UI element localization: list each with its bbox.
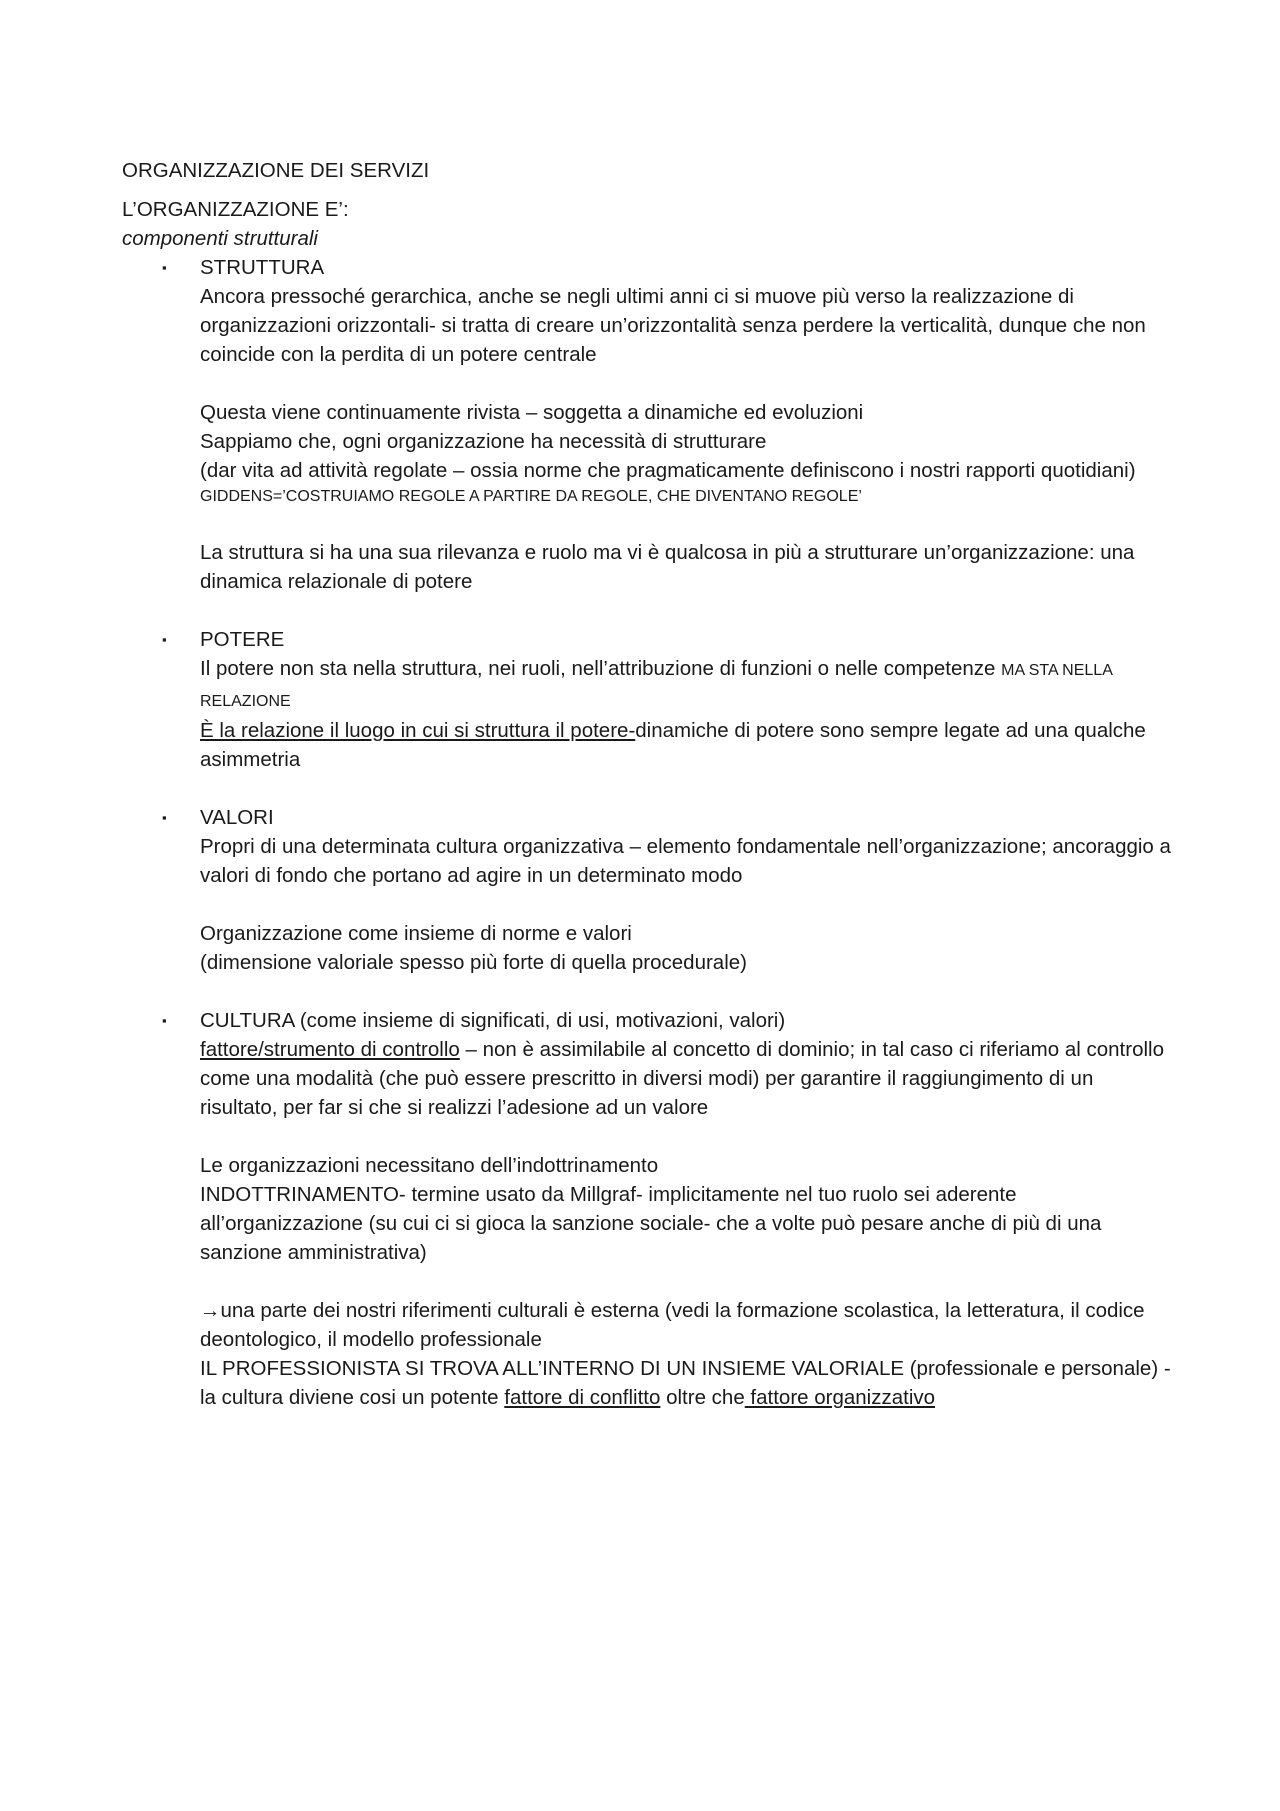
section-potere [122,625,1172,774]
potere-rest: dinamiche di potere sono sempre legate ad una qualche asimmetria [200,719,1146,771]
document-subtitle: L’ORGANIZZAZIONE E’: [122,198,349,221]
bullet-icon: ▪ [162,1013,167,1028]
section-cultura [122,1006,1172,1412]
cultura-line-2: INDOTTRINAMENTO- termine usato da Millgraf- implicitamente nel tuo ruolo sei aderente all’organizzazione (su cui ci si gioca la sanzione sociale- che a volte può pesare anche di più di una sanzione amministrativa) [200,1183,1102,1264]
cultura-line-1: Le organizzazioni necessitano dell’indottrinamento [200,1154,659,1177]
potere-paragraph-1 [200,654,1172,716]
document-page [122,156,1172,1412]
cultura-underlined: fattore/strumento di controllo [200,1038,460,1061]
cultura-paragraph-3 [200,1296,1172,1354]
valori-paragraph-1: Propri di una determinata cultura organizzativa – elemento fondamentale nell’organizzazione; ancoraggio a valori di fondo che portano ad agire in un determinato modo [200,835,1171,887]
potere-small-caps: MA STA NELLA RELAZIONE [200,662,1112,710]
section-struttura [122,253,1172,596]
potere-underlined: È la relazione il luogo in cui si struttura il potere- [200,719,636,742]
cultura-paragraph-4 [200,1354,1172,1412]
heading-cultura: CULTURA (come insieme di significati, di usi, motivazioni, valori) [200,1009,786,1032]
cultura-underlined-conflitto: fattore di conflitto [504,1386,661,1409]
cultura-p3-text: una parte dei nostri riferimenti culturali è esterna (vedi la formazione scolastica, la letteratura, il codice deontologico, il modello professionale [200,1299,1145,1351]
cultura-p4-start: IL PROFESSIONISTA SI TROVA ALL’INTERNO DI UN INSIEME VALORIALE (professionale e personale) - la cultura diviene cosi un potente [200,1357,1171,1409]
cultura-paragraph-1 [200,1035,1172,1122]
bullet-icon: ▪ [162,810,167,825]
valori-line-1: Organizzazione come insieme di norme e valori [200,922,632,945]
struttura-line-2: Sappiamo che, ogni organizzazione ha necessità di strutturare [200,430,767,453]
struttura-paragraph-1: Ancora pressoché gerarchica, anche se negli ultimi anni ci si muove più verso la realizzazione di organizzazioni orizzontali- si tratta di creare un’orizzontalità senza perdere la verticalità, dunque che non coincide con la perdita di un potere centrale [200,285,1146,366]
potere-paragraph-2 [200,716,1172,774]
bullet-icon: ▪ [162,632,167,647]
heading-struttura: STRUTTURA [200,256,325,279]
cultura-rest: – non è assimilabile al concetto di dominio; in tal caso ci riferiamo al controllo come una modalità (che può essere prescritto in diversi modi) per garantire il raggiungimento di un risultato, per far si che si realizzi l’adesione ad un valore [200,1038,1164,1119]
giddens-quote: GIDDENS=’COSTRUIAMO REGOLE A PARTIRE DA REGOLE, CHE DIVENTANO REGOLE’ [200,488,862,505]
section-valori [122,803,1172,977]
struttura-line-3: (dar vita ad attività regolate – ossia norme che pragmaticamente definiscono i nostri rapporti quotidiani) [200,459,1136,482]
potere-text: Il potere non sta nella struttura, nei ruoli, nell’attribuzione di funzioni o nelle competenze [200,657,1002,680]
heading-valori: VALORI [200,806,274,829]
bullet-icon: ▪ [162,260,167,275]
struttura-paragraph-3: La struttura si ha una sua rilevanza e ruolo ma vi è qualcosa in più a strutturare un’organizzazione: una dinamica relazionale di potere [200,541,1135,593]
section-label: componenti strutturali [122,227,318,250]
cultura-underlined-organizzativo: fattore organizzativo [744,1386,936,1409]
struttura-line-1: Questa viene continuamente rivista – soggetta a dinamiche ed evoluzioni [200,401,864,424]
cultura-p4-mid: oltre che [660,1386,745,1409]
valori-line-2: (dimensione valoriale spesso più forte di quella procedurale) [200,951,747,974]
arrow-right-icon: → [200,1299,221,1322]
heading-potere: POTERE [200,628,285,651]
document-title: ORGANIZZAZIONE DEI SERVIZI [122,159,430,182]
